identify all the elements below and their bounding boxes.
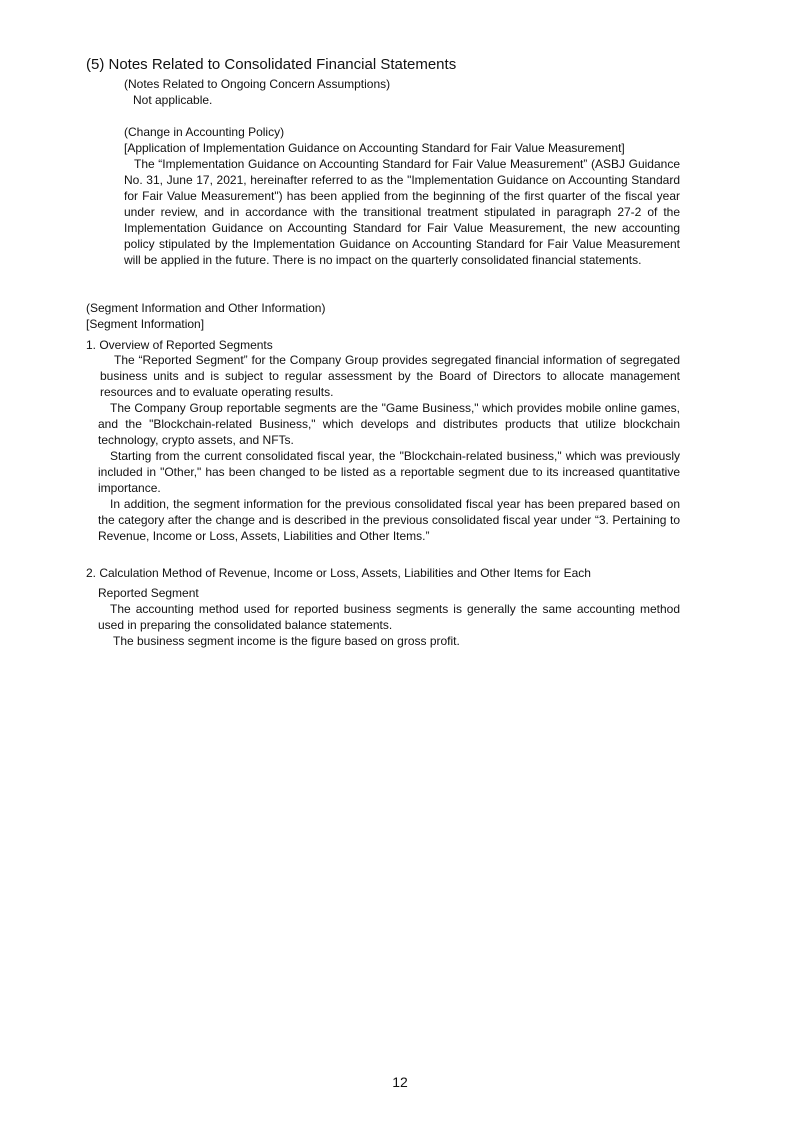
accounting-policy-heading: (Change in Accounting Policy) [124, 125, 285, 139]
section2-paragraph: The accounting method used for reported business segments is generally the same accounting method used in preparing the consolidated balance statements. [98, 602, 680, 632]
section2-paragraph: The business segment income is the figure based on gross profit. [113, 634, 460, 648]
ongoing-concern-text: Not applicable. [133, 93, 213, 107]
section1-heading: 1. Overview of Reported Segments [86, 338, 273, 352]
section1-paragraph: The “Reported Segment” for the Company Group provides segregated financial information of segregated business units and is subject to regular assessment by the Board of Directors to allocate management resources and to evaluate operating results. [100, 353, 680, 399]
segment-heading: (Segment Information and Other Information) [86, 301, 326, 315]
section2-heading-line1: 2. Calculation Method of Revenue, Income or Loss, Assets, Liabilities and Other Items for Each [86, 566, 591, 580]
ongoing-concern-heading: (Notes Related to Ongoing Concern Assumptions) [124, 77, 391, 91]
section2-heading-line2: Reported Segment [98, 586, 199, 600]
section1-paragraph: The Company Group reportable segments are the "Game Business," which provides mobile online games, and the "Blockchain-related Business," which develops and distributes products that utilize blockchain technology, crypto assets, and NFTs. [98, 401, 680, 447]
accounting-policy-subheading: [Application of Implementation Guidance on Accounting Standard for Fair Value Measurement] [124, 141, 625, 155]
accounting-policy-body: The “Implementation Guidance on Accounting Standard for Fair Value Measurement” (ASBJ Guidance No. 31, June 17, 2021, hereinafter referred to as the "Implementation Guidance on Accounting Standard for Fair Value Measurement") has been applied from the beginning of the first quarter of the fiscal year under review, and in accordance with the transitional treatment stipulated in paragraph 27-2 of the Implementation Guidance on Accounting Standard for Fair Value Measurement, the new accounting policy stipulated by the Implementation Guidance on Accounting Standard for Fair Value Measurement will be applied in the future. There is no impact on the quarterly consolidated financial statements. [124, 157, 680, 267]
section-title: (5) Notes Related to Consolidated Financial Statements [86, 56, 457, 73]
page-number: 12 [392, 1074, 408, 1090]
section1-paragraph: Starting from the current consolidated fiscal year, the "Blockchain-related business," which was previously included in "Other," has been changed to be listed as a reportable segment due to its increased quantitative importance. [98, 449, 680, 495]
section2-body [98, 601, 680, 649]
section1-paragraph: In addition, the segment information for the previous consolidated fiscal year has been prepared based on the category after the change and is described in the previous consolidated fiscal year under “3. Pertaining to Revenue, Income or Loss, Assets, Liabilities and Other Items.” [98, 497, 680, 543]
section1-body [98, 352, 680, 544]
segment-subheading: [Segment Information] [86, 317, 205, 331]
